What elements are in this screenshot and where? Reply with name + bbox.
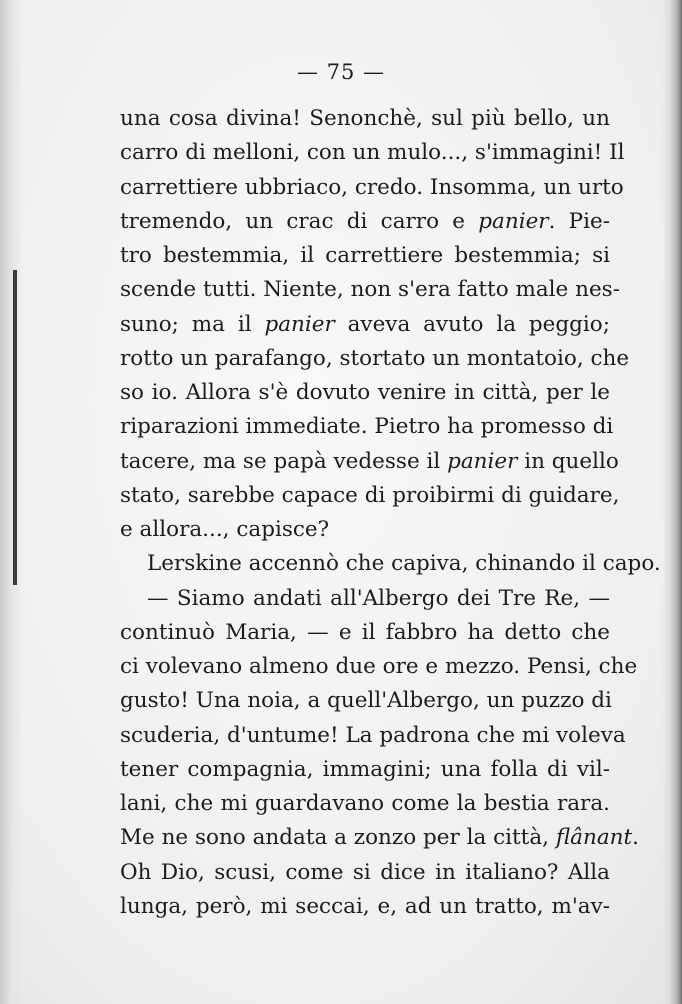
text-line: tener compagnia, immagini; una folla di vil- (120, 756, 610, 782)
text-line: stato, sarebbe capace di proibirmi di guidare, (120, 482, 620, 508)
text-line: Oh Dio, scusi, come si dice in italiano? Alla (120, 859, 610, 885)
text-line: riparazioni immediate. Pietro ha promesso di (120, 414, 614, 440)
page-right-shadow (662, 0, 682, 1004)
text-line: rotto un parafango, stortato un montatoio, che (120, 345, 630, 371)
text-line: ci volevano almeno due ore e mezzo. Pensi, che (120, 654, 638, 679)
text-line: e allora..., capisce? (120, 517, 330, 542)
text-line: lunga, però, mi seccai, e, ad un tratto, m'av- (120, 893, 610, 919)
text-line: continuò Maria, — e il fabbro ha detto che (120, 619, 610, 645)
text-line: scende tutti. Niente, non s'era fatto male nes- (120, 277, 620, 303)
text-line: tro bestemmia, il carrettiere bestemmia; si (120, 243, 610, 268)
text-line: tremendo, un crac di carro e panier. Pie- (120, 208, 610, 234)
text-line: scuderia, d'untume! La padrona che mi voleva (120, 722, 626, 748)
text-line: Lerskine accennò che capiva, chinando il capo. (147, 551, 661, 577)
text-line: una cosa divina! Senonchè, sul più bello, un (120, 106, 610, 131)
page-left-shadow (0, 0, 22, 1004)
text-line: suno; ma il panier aveva avuto la peggio; (120, 311, 610, 337)
text-line: so io. Allora s'è dovuto venire in città, per le (120, 380, 610, 405)
text-line: carro di melloni, con un mulo..., s'immagini! Il (120, 140, 625, 166)
page-number: — 75 — (296, 60, 386, 84)
text-line: Me ne sono andata a zonzo per la città, flânant. (120, 825, 639, 851)
text-line: lani, che mi guardavano come la bestia rara. (120, 791, 610, 816)
text-line: carrettiere ubbriaco, credo. Insomma, un urto (120, 174, 624, 200)
binding-mark (13, 270, 17, 585)
text-line: — Siamo andati all'Albergo dei Tre Re, — (147, 585, 610, 611)
text-line: tacere, ma se papà vedesse il panier in quello (120, 448, 619, 474)
text-line: gusto! Una noia, a quell'Albergo, un puzzo di (120, 688, 612, 714)
body-text (120, 102, 661, 924)
